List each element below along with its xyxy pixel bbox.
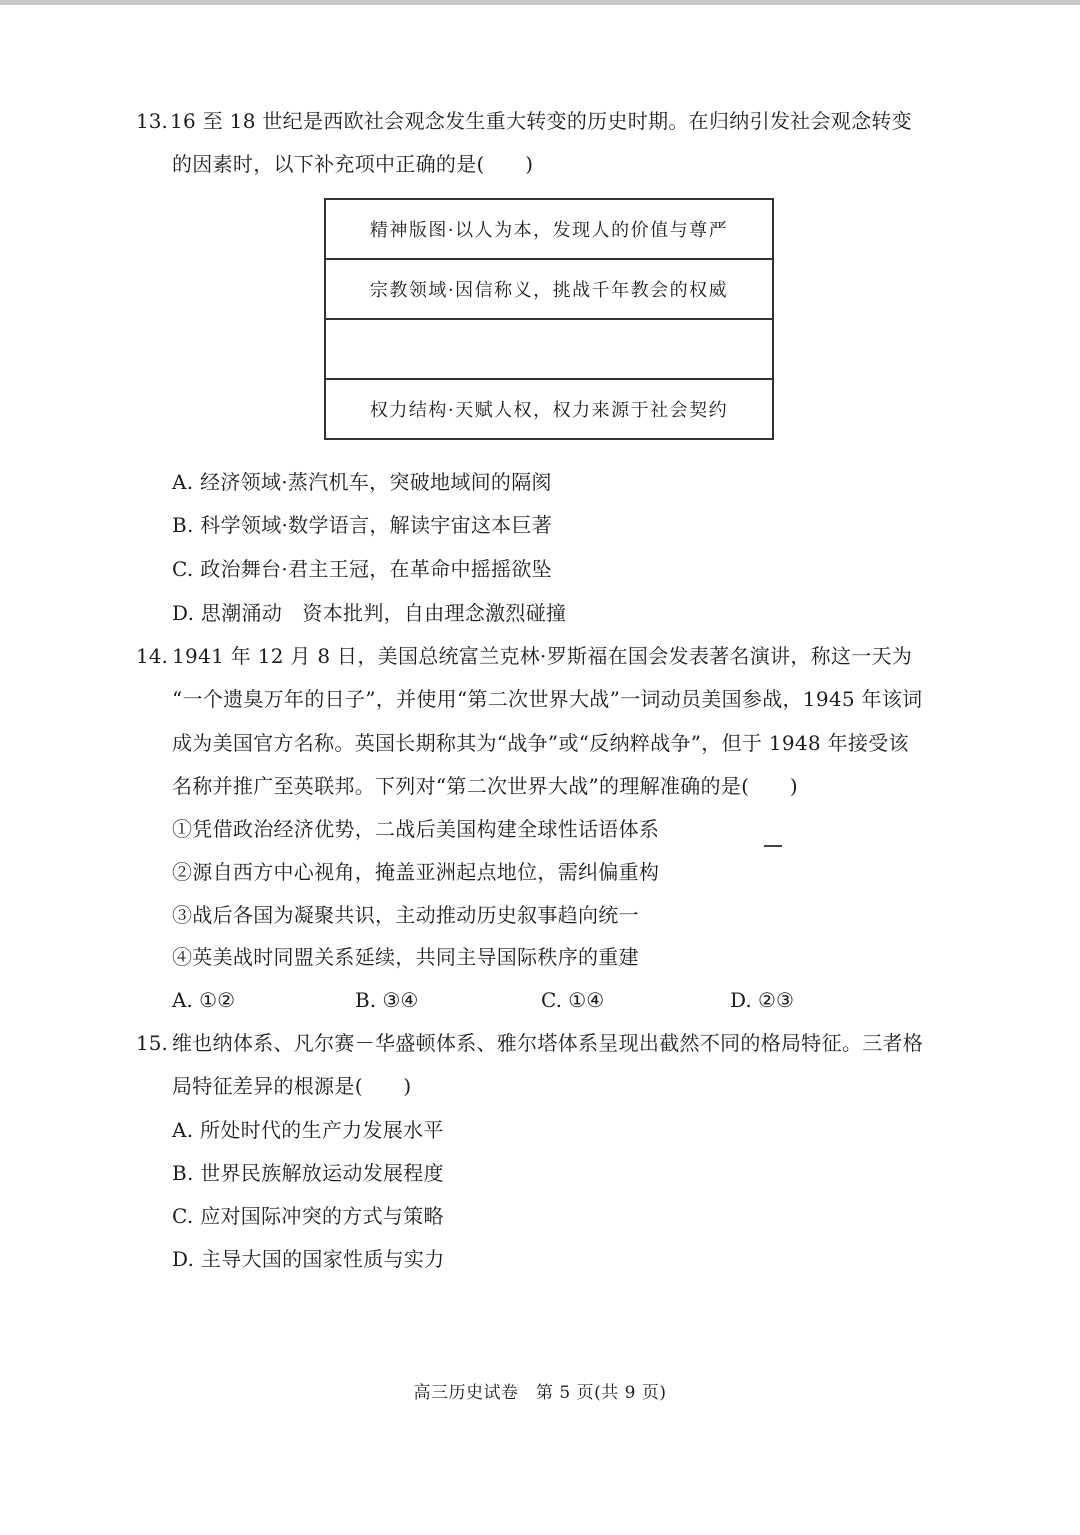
q14-statement-1: ①凭借政治经济优势，二战后美国构建全球性话语体系	[172, 817, 660, 841]
q14-statement-3: ③战后各国为凝聚共识，主动推动历史叙事趋向统一	[172, 903, 639, 927]
q14-statement-4: ④英美战时同盟关系延续，共同主导国际秩序的重建	[172, 945, 639, 969]
q13-table	[324, 198, 774, 440]
q13-option-b: B. 科学领域·数学语言，解读宇宙这本巨著	[172, 513, 553, 537]
q15-stem-line1: 维也纳体系、凡尔赛－华盛顿体系、雅尔塔体系呈现出截然不同的格局特征。三者格	[172, 1031, 924, 1055]
q13-table-row: 宗教领域·因信称义，挑战千年教会的权威	[325, 259, 773, 319]
q14-choice-c: C. ①④	[541, 988, 605, 1012]
q15-stem-line2: 局特征差异的根源是( )	[172, 1074, 412, 1098]
q14-choice-a: A. ①②	[172, 988, 236, 1012]
page-footer: 高三历史试卷 第 5 页(共 9 页)	[413, 1383, 667, 1403]
q13-table-row: 权力结构·天赋人权，权力来源于社会契约	[325, 379, 773, 439]
q15-option-a: A. 所处时代的生产力发展水平	[172, 1118, 444, 1142]
q13-option-c: C. 政治舞台·君主王冠，在革命中摇摇欲坠	[172, 557, 552, 581]
q14-statement-2: ②源自西方中心视角，掩盖亚洲起点地位，需纠偏重构	[172, 860, 660, 884]
q13-stem-line1: 16 至 18 世纪是西欧社会观念发生重大转变的历史时期。在归纳引发社会观念转变	[170, 109, 912, 133]
q14-choices	[172, 987, 872, 1013]
q13-table-row: 精神版图·以人为本，发现人的价值与尊严	[325, 199, 773, 259]
q14-stem-line: 名称并推广至英联邦。下列对“第二次世界大战”的理解准确的是( )	[172, 774, 798, 798]
q14-stem-line: “一个遗臭万年的日子”，并使用“第二次世界大战”一词动员美国参战，1945 年该词	[172, 687, 923, 711]
q15-option-c: C. 应对国际冲突的方式与策略	[172, 1204, 444, 1228]
q15-option-b: B. 世界民族解放运动发展程度	[172, 1161, 444, 1185]
q13-option-d: D. 思潮涌动 资本批判，自由理念激烈碰撞	[172, 601, 567, 625]
q14-stem-line: 成为美国官方名称。英国长期称其为“战争”或“反纳粹战争”，但于 1948 年接受该	[172, 731, 909, 755]
q13-option-a: A. 经济领域·蒸汽机车，突破地域间的隔阂	[172, 470, 552, 494]
q14-stem-line: 1941 年 12 月 8 日，美国总统富兰克林·罗斯福在国会发表著名演讲，称这一天为	[172, 644, 913, 668]
q13-stem-line2: 的因素时，以下补充项中正确的是( )	[172, 152, 534, 176]
q13-number: 13.	[136, 109, 168, 133]
q14-choice-d: D. ②③	[730, 988, 794, 1012]
q15-number: 15.	[136, 1031, 168, 1055]
q14-number: 14.	[136, 644, 168, 668]
stray-pen-mark	[764, 845, 782, 847]
q13-table-row-blank	[325, 319, 773, 379]
q15-option-d: D. 主导大国的国家性质与实力	[172, 1247, 445, 1271]
q14-choice-b: B. ③④	[355, 988, 419, 1012]
